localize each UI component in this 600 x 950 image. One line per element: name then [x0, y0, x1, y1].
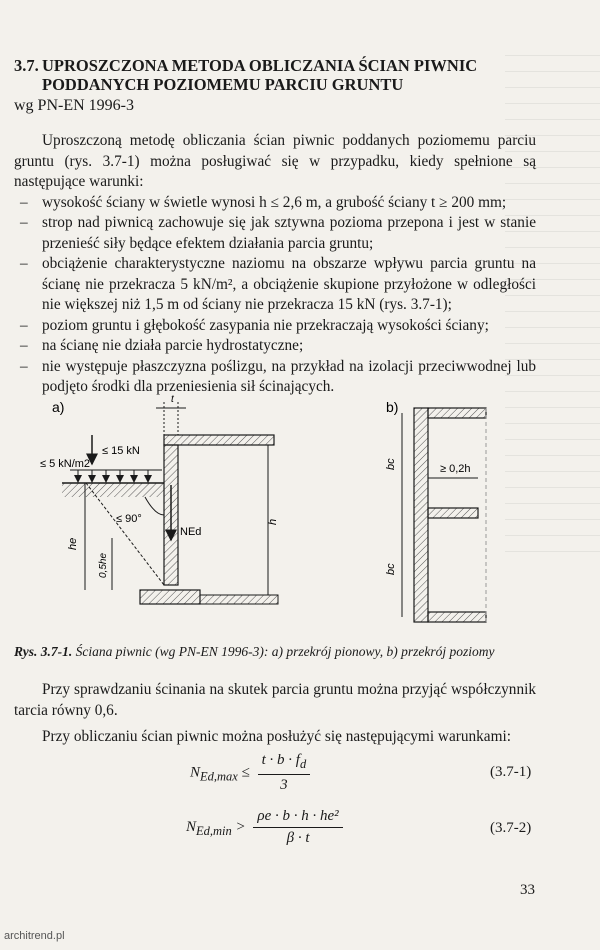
eq1-rel: ≤	[241, 764, 250, 781]
plan-stiffener	[428, 508, 478, 518]
basement-floor	[200, 595, 278, 604]
eq1-num-sub: d	[299, 757, 307, 771]
plan-cross-wall-top	[428, 408, 486, 418]
angle-label: ≤ 90°	[116, 513, 142, 525]
ground-fill	[62, 483, 164, 497]
conditions-paragraph: Przy obliczaniu ścian piwnic można posłużyć się następującymi warunkami:	[42, 728, 511, 745]
distributed-load-arrows	[70, 470, 162, 482]
condition-item: – poziom gruntu i głębokość zasypania nie przekraczają wysokości ściany;	[14, 316, 536, 337]
eq2-fraction	[253, 808, 342, 847]
caption-text: Ściana piwnic (wg PN-EN 1996-3): a) przekrój pionowy, b) przekrój poziomy	[75, 644, 495, 659]
page-number: 33	[520, 882, 535, 898]
dim-he-label: he	[67, 537, 79, 550]
label-b: b)	[386, 399, 399, 415]
intro-paragraph: Uproszczoną metodę obliczania ścian piwnic poddanych poziomemu parciu gruntu (rys. 3.7-1) można posługiwać się w przypadku, kiedy spełnione są następujące warunki:	[14, 132, 536, 190]
ned-label: NEd	[180, 526, 202, 538]
condition-item: – obciążenie charakterystyczne naziomu na obszarze wpływu parcia gruntu na ścianę nie przekracza 5 kN/m², a obciążenie skupione przyłożone w odległości nie większej niż 1,5 m od ściany nie przekracza 15 kN (rys. 3.7-1);	[14, 254, 536, 316]
eq2-lhs-sub: Ed,min	[196, 823, 232, 838]
dim-02h-label: ≥ 0,2h	[440, 463, 471, 475]
condition-item: – na ścianę nie działa parcie hydrostatyczne;	[14, 336, 536, 357]
eq1-lhs: N	[190, 764, 201, 781]
load-point-label: ≤ 15 kN	[102, 445, 140, 457]
eq1-denominator: 3	[280, 777, 288, 793]
condition-item: – wysokość ściany w świetle wynosi h ≤ 2,6 m, a grubość ściany t ≥ 200 mm;	[14, 193, 536, 214]
section-number: 3.7.	[14, 56, 39, 75]
dim-t-label: t	[171, 394, 174, 405]
friction-paragraph: Przy sprawdzaniu ścinania na skutek parcia gruntu można przyjąć współczynnik tarcia równy 0,6.	[14, 681, 536, 719]
condition-item: – nie występuje płaszczyzna poślizgu, na przykład na izolacji przeciwwodnej lub podjęto środki dla przeniesienia sił ścinających.	[14, 357, 536, 398]
dim-bc-top-label: bc	[385, 458, 397, 470]
dim-bc-bottom-label: bc	[385, 563, 397, 575]
plan-cross-wall-bottom	[428, 612, 486, 622]
eq1-numerator: t · b · f	[261, 752, 300, 768]
intro-block	[14, 131, 536, 398]
equation-2	[186, 808, 343, 847]
load-distributed-label: ≤ 5 kN/m2	[40, 458, 91, 470]
eq2-number: (3.7-2)	[490, 820, 532, 836]
figure-caption	[14, 644, 544, 660]
eq1-number: (3.7-1)	[490, 764, 532, 780]
angle-arc	[145, 497, 164, 515]
eq2-rel: >	[235, 818, 246, 835]
plan-wall	[414, 408, 428, 622]
conditions-list	[14, 193, 536, 398]
condition-item: – strop nad piwnicą zachowuje się jak sztywna pozioma przepona i jest w stanie przenieść siły będące efektem działania parcia gruntu;	[14, 213, 536, 254]
floor-slab	[164, 435, 274, 445]
eq2-denominator: β · t	[286, 830, 310, 846]
eq1-lhs-sub: Ed,max	[200, 769, 238, 784]
dim-05he-label: 0,5he	[98, 552, 109, 578]
eq1-fraction	[258, 752, 311, 794]
section-title-line1: UPROSZCZONA METODA OBLICZANIA ŚCIAN PIWNIC	[42, 56, 478, 75]
watermark: architrend.pl	[4, 930, 65, 942]
figure-basement-wall	[30, 390, 530, 635]
section-heading	[14, 56, 494, 94]
equation-1	[190, 752, 310, 794]
label-a: a)	[52, 399, 65, 415]
eq2-numerator: ρe · b · h · he²	[253, 808, 342, 828]
foundation	[140, 590, 200, 604]
caption-label: Rys. 3.7-1.	[14, 644, 73, 659]
section-subtitle: wg PN-EN 1996-3	[14, 97, 134, 114]
section-title-line2: PODDANYCH POZIOMEMU PARCIU GRUNTU	[42, 75, 404, 94]
dim-h-label: h	[267, 518, 279, 525]
eq2-lhs: N	[186, 818, 197, 835]
body-lower	[14, 680, 536, 754]
